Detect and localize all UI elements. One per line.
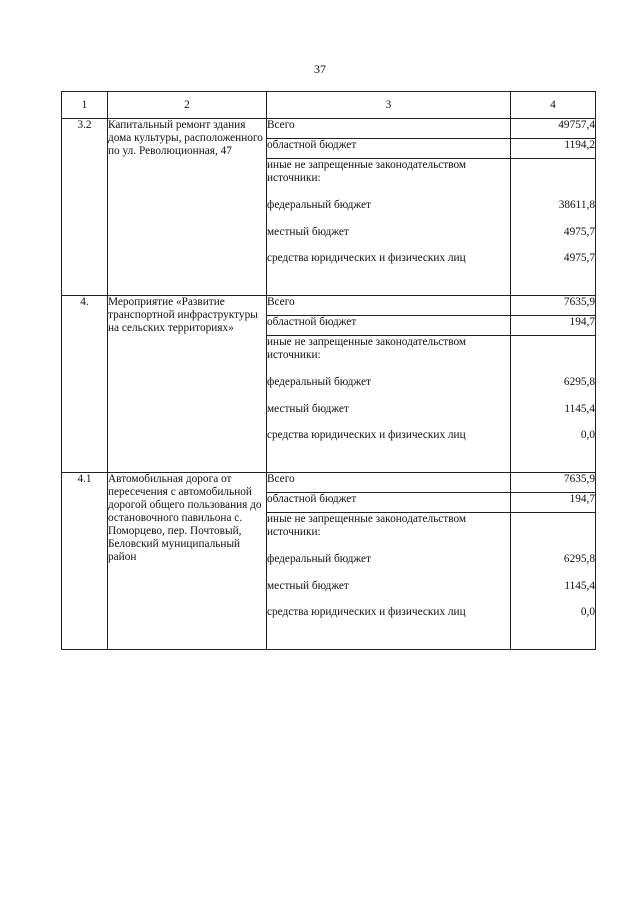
total-value: 7635,9 bbox=[511, 473, 596, 493]
total-value: 7635,9 bbox=[511, 296, 596, 316]
federal-budget-label: федеральный бюджет bbox=[267, 376, 371, 388]
column-header: 4 bbox=[511, 92, 596, 119]
table-row bbox=[62, 119, 596, 139]
local-budget-value: 1145,4 bbox=[564, 579, 595, 592]
column-header: 1 bbox=[62, 92, 108, 119]
local-budget-value: 1145,4 bbox=[564, 402, 595, 415]
total-value: 49757,4 bbox=[511, 119, 596, 139]
other-sources-spacer bbox=[511, 513, 595, 553]
total-label: Всего bbox=[267, 473, 511, 493]
other-sources-label: иные не запрещенные законодательством источники: bbox=[267, 513, 467, 538]
table-row bbox=[62, 473, 596, 493]
item-name: Капитальный ремонт здания дома культуры, расположенного по ул. Революционная, 47 bbox=[108, 119, 267, 296]
item-number: 4.1 bbox=[62, 473, 108, 650]
federal-budget-label: федеральный бюджет bbox=[267, 199, 371, 211]
table-row bbox=[62, 296, 596, 316]
local-budget-label: местный бюджет bbox=[267, 579, 349, 592]
regional-budget-label: областной бюджет bbox=[267, 139, 511, 159]
regional-budget-label: областной бюджет bbox=[267, 316, 511, 336]
total-label: Всего bbox=[267, 296, 511, 316]
legal-entities-label: средства юридических и физических лиц bbox=[267, 252, 466, 264]
other-sources-cell bbox=[267, 159, 511, 296]
legal-entities-value: 0,0 bbox=[580, 429, 595, 441]
federal-budget-value: 38611,8 bbox=[558, 199, 595, 211]
local-budget-label: местный бюджет bbox=[267, 402, 349, 415]
table-block bbox=[62, 296, 596, 473]
legal-entities-label: средства юридических и физических лиц bbox=[267, 606, 466, 618]
item-name: Автомобильная дорога от пересечения с автомобильной дорогой общего пользования до остановочного павильона с. Поморцево, пер. Почтовый, Беловский муниципальный район bbox=[108, 473, 267, 650]
other-sources-cell bbox=[267, 336, 511, 473]
legal-entities-label: средства юридических и физических лиц bbox=[267, 429, 466, 441]
other-sources-cell bbox=[267, 513, 511, 650]
item-number: 3.2 bbox=[62, 119, 108, 296]
legal-entities-value: 0,0 bbox=[580, 606, 595, 618]
local-budget-value: 4975,7 bbox=[563, 225, 595, 238]
other-sources-values bbox=[511, 336, 596, 473]
other-sources-spacer bbox=[511, 159, 595, 199]
table-header-row bbox=[62, 92, 596, 119]
regional-budget-value: 194,7 bbox=[511, 316, 596, 336]
item-name: Мероприятие «Развитие транспортной инфраструктуры на сельских территориях» bbox=[108, 296, 267, 473]
regional-budget-label: областной бюджет bbox=[267, 493, 511, 513]
page-number: 37 bbox=[314, 62, 326, 76]
budget-table bbox=[61, 91, 596, 650]
table-block bbox=[62, 473, 596, 650]
other-sources-values bbox=[511, 159, 596, 296]
other-sources-spacer bbox=[511, 336, 595, 376]
other-sources-label: иные не запрещенные законодательством источники: bbox=[267, 336, 467, 361]
federal-budget-value: 6295,8 bbox=[563, 376, 595, 388]
total-label: Всего bbox=[267, 119, 511, 139]
local-budget-label: местный бюджет bbox=[267, 225, 349, 238]
table-block bbox=[62, 119, 596, 296]
item-number: 4. bbox=[62, 296, 108, 473]
legal-entities-value: 4975,7 bbox=[563, 252, 595, 264]
other-sources-values bbox=[511, 513, 596, 650]
federal-budget-value: 6295,8 bbox=[563, 553, 595, 565]
federal-budget-label: федеральный бюджет bbox=[267, 553, 371, 565]
regional-budget-value: 194,7 bbox=[511, 493, 596, 513]
column-header: 3 bbox=[267, 92, 511, 119]
column-header: 2 bbox=[108, 92, 267, 119]
regional-budget-value: 1194,2 bbox=[511, 139, 596, 159]
other-sources-label: иные не запрещенные законодательством источники: bbox=[267, 159, 467, 184]
